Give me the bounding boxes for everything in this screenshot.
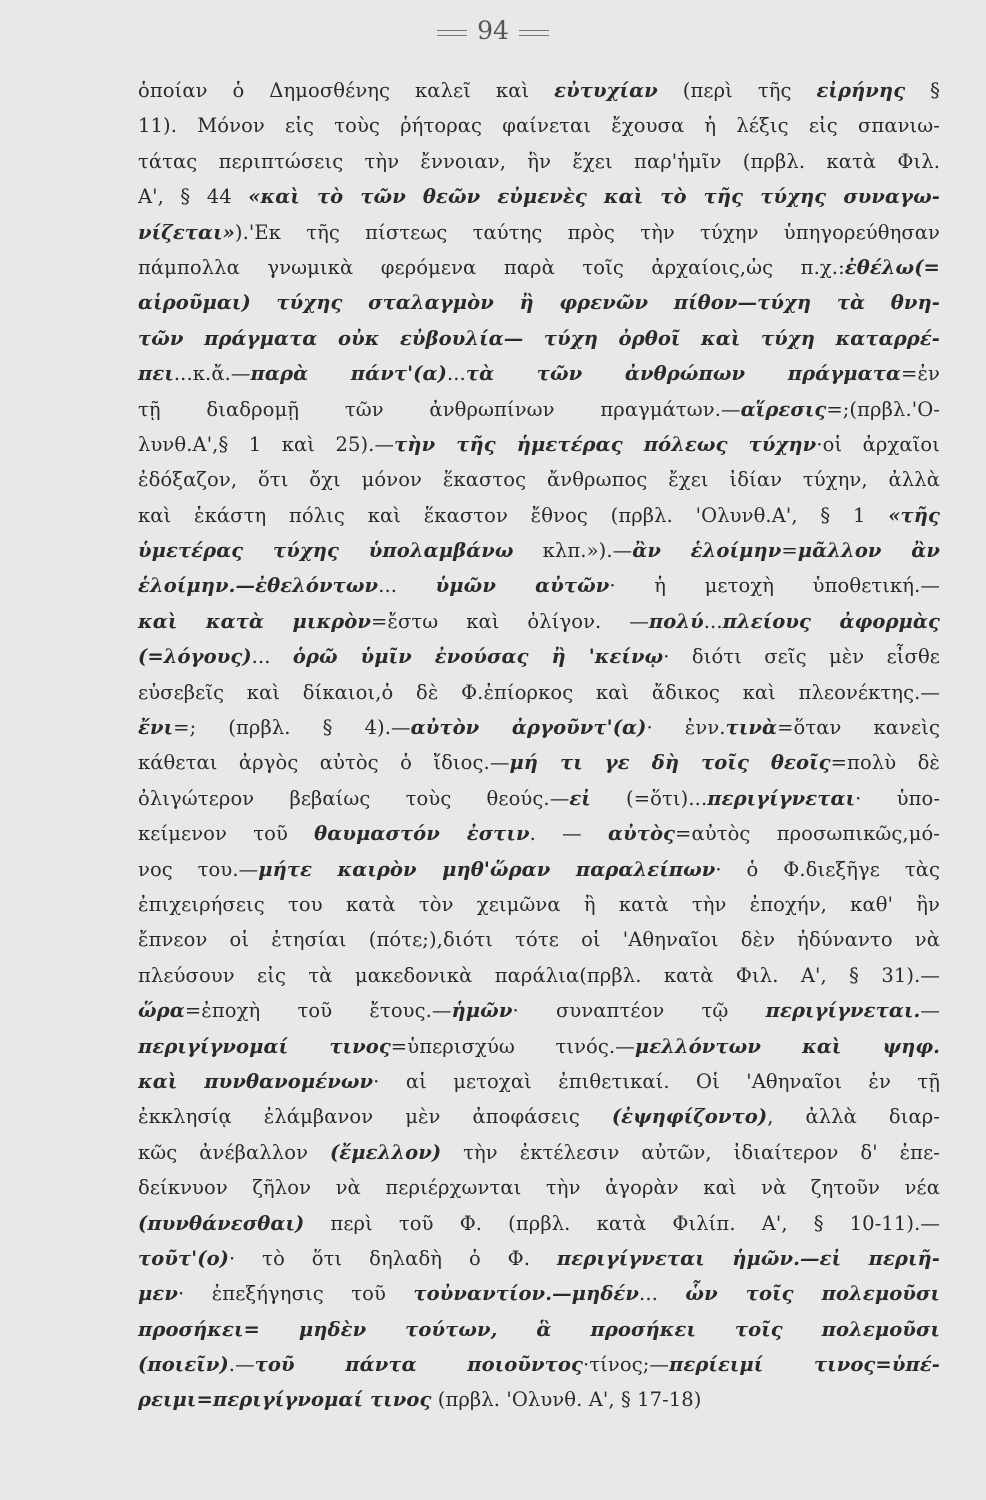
text-run: τὴν ἐκτέλεσιν αὐτῶν, ἰδιαίτερον δ' ἐπε- xyxy=(441,1140,940,1164)
text-line xyxy=(138,392,940,427)
emphasized-term: ἐθέλω(= xyxy=(844,255,940,279)
emphasized-term: αὐτὸς xyxy=(607,822,676,846)
emphasized-term: ὥρα xyxy=(138,999,185,1023)
text-line xyxy=(138,1382,940,1417)
text-run: · διότι σεῖς μὲν εἶσθε xyxy=(663,645,940,669)
emphasized-term: περιγίγνεται. xyxy=(765,999,921,1023)
emphasized-term: τὰ τῶν ἀνθρώπων πράγματα xyxy=(465,362,902,386)
emphasized-term: θαυμαστόν ἐστιν xyxy=(314,822,530,846)
text-run: ἐκκλησίᾳ ἐλάμβανον μὲν ἀποφάσεις xyxy=(138,1105,612,1129)
text-run: δείκνυον ζῆλον νὰ περιέρχωνται τὴν ἀγορὰν καὶ νὰ ζητοῦν νέα xyxy=(138,1176,940,1200)
text-line xyxy=(138,1135,940,1170)
text-run: εὐσεβεῖς καὶ δίκαιοι,ὁ δὲ Φ.ἐπίορκος καὶ ἄδικος καὶ πλεονέκτης.— xyxy=(138,680,940,704)
text-run: =ἔστω καὶ ὀλίγον. — xyxy=(370,609,649,633)
text-line xyxy=(138,1276,940,1311)
text-run: πλεύσουν εἰς τὰ μακεδονικὰ παράλια(πρβλ. κατὰ Φιλ. Α', § 31).— xyxy=(138,963,940,987)
text-run: =πολὺ δὲ xyxy=(830,751,940,775)
text-run: . — xyxy=(529,822,608,846)
emphasized-term: ὑμῶν αὐτῶν xyxy=(435,574,610,598)
text-line xyxy=(138,533,940,568)
text-run: τῇ διαδρομῇ τῶν ἀνθρωπίνων πραγμάτων.— xyxy=(138,397,741,421)
text-run: (περὶ τῆς xyxy=(657,79,817,102)
text-run: κλπ.»).— xyxy=(513,539,633,563)
text-line xyxy=(138,285,940,320)
text-line xyxy=(138,144,940,179)
text-line xyxy=(138,1170,940,1205)
emphasized-term: τὴν τῆς ἡμετέρας πόλεως τύχην xyxy=(394,432,817,456)
text-line xyxy=(138,73,940,108)
text-line xyxy=(138,887,940,922)
text-run: · ἐπεξήγησις τοῦ xyxy=(177,1282,414,1306)
text-line xyxy=(138,179,940,214)
emphasized-term: μή τι γε δὴ τοῖς θεοῖς xyxy=(509,751,831,775)
emphasized-term: (ἐψηφίζοντο) xyxy=(611,1105,768,1129)
text-run: ·οἱ ἀρχαῖοι xyxy=(816,432,940,456)
emphasized-term: ὧν τοῖς πολεμοῦσι xyxy=(685,1282,940,1306)
text-run: πάμπολλα γνωμικὰ φερόμενα παρὰ τοῖς ἀρχαίοις,ὡς π.χ.: xyxy=(138,255,845,279)
text-line xyxy=(138,710,940,745)
emphasized-term: αἵρεσις xyxy=(740,397,827,421)
emphasized-term: ἡμῶν xyxy=(451,999,513,1023)
emphasized-term: μελλόντων καὶ ψηφ. xyxy=(634,1034,940,1058)
text-line xyxy=(138,1029,940,1064)
text-run: =αὐτὸς προσωπικῶς,μό- xyxy=(675,822,940,846)
text-run: Α', § 44 xyxy=(138,185,249,209)
emphasized-term: αὐτὸν ἀργοῦντ'(α) xyxy=(410,716,647,740)
text-run: λυνθ.Α',§ 1 καὶ 25).— xyxy=(138,432,395,456)
text-line xyxy=(138,1312,940,1347)
text-line xyxy=(138,215,940,250)
emphasized-term: τοῦ πάντα ποιοῦντος xyxy=(254,1353,583,1377)
text-line xyxy=(138,1064,940,1099)
emphasized-term: πει xyxy=(138,362,174,386)
commentary-text xyxy=(138,73,940,1418)
emphasized-term: παρὰ πάντ'(α) xyxy=(250,362,447,386)
text-run: ...κ.ἄ.— xyxy=(173,362,251,386)
text-line xyxy=(138,568,940,603)
text-run: · τὸ ὅτι δηλαδὴ ὁ Φ. xyxy=(229,1246,557,1270)
text-run: ἐδόξαζον, ὅτι ὄχι μόνον ἕκαστος ἄνθρωπος ἔχει ἰδίαν τύχην, ἀλλὰ xyxy=(138,468,940,492)
text-run: ... xyxy=(378,574,436,598)
text-run: · ὁ Φ.διεξῆγε τὰς xyxy=(715,857,941,881)
text-line xyxy=(138,1347,940,1382)
text-run: =ἐν xyxy=(901,362,940,386)
emphasized-term: πλείους ἀφορμὰς xyxy=(722,609,940,633)
text-run: (πρβλ. 'Ολυνθ. Α', § 17-18) xyxy=(431,1388,702,1412)
emphasized-term: (πυνθάνεσθαι) xyxy=(138,1211,305,1235)
text-run: ... xyxy=(639,1282,686,1306)
text-run: · ἡ μετοχὴ ὑποθετική.— xyxy=(609,574,940,598)
text-line xyxy=(138,462,940,497)
emphasized-term: αἱροῦμαι) τύχης σταλαγμὸν ἢ φρενῶν πίθον—τύχη τὰ θνη- xyxy=(138,291,940,315)
emphasized-term: ἂν ἑλοίμην xyxy=(632,539,782,563)
emphasized-term: μεν xyxy=(138,1282,178,1306)
text-line xyxy=(138,781,940,816)
text-run: (=ὅτι)... xyxy=(590,786,708,810)
emphasized-term: τῶν πράγματα οὐκ εὐβουλία— τύχη ὀρθοῖ καὶ τύχη καταρρέ- xyxy=(138,326,940,350)
text-run: ἔπνεον οἱ ἐτησίαι (πότε;),διότι τότε οἱ 'Αθηναῖοι δὲν ἠδύναντο νὰ xyxy=(138,928,940,952)
emphasized-term: μήτε καιρὸν μηθ'ὥραν παραλείπων xyxy=(258,857,716,881)
text-run: νος του.— xyxy=(138,857,259,881)
text-run: ).'Εκ τῆς πίστεως ταύτης πρὸς τὴν τύχην ὑπηγορεύθησαν xyxy=(234,220,940,244)
text-line xyxy=(138,852,940,887)
emphasized-term: εἰ xyxy=(569,786,591,810)
emphasized-term: καὶ κατὰ μικρὸν xyxy=(138,609,371,633)
emphasized-term: (ἔμελλον) xyxy=(329,1140,442,1164)
text-line xyxy=(138,427,940,462)
text-line xyxy=(138,321,940,356)
emphasized-term: προσήκει= μηδὲν τούτων, ἃ προσήκει τοῖς πολεμοῦσι xyxy=(138,1317,940,1341)
text-run: 11). Μόνον εἰς τοὺς ῥήτορας φαίνεται ἔχουσα ἡ λέξις εἰς σπανιω- xyxy=(138,114,940,138)
text-run: .— xyxy=(228,1353,255,1377)
text-line xyxy=(138,1241,940,1276)
emphasized-term: «καὶ τὸ τῶν θεῶν εὐμενὲς καὶ τὸ τῆς τύχης συναγω- xyxy=(248,185,940,209)
text-run: § xyxy=(905,79,940,102)
right-double-rule xyxy=(519,30,549,36)
text-line xyxy=(138,356,940,391)
text-run: ·τίνος;— xyxy=(582,1353,670,1377)
emphasized-term: περιγίγνεται xyxy=(707,786,856,810)
emphasized-term: τοῦτ'(ο) xyxy=(138,1246,230,1270)
text-run: κείμενον τοῦ xyxy=(138,822,315,846)
text-run: ... xyxy=(703,609,723,633)
text-line xyxy=(138,745,940,780)
text-line xyxy=(138,250,940,285)
page-number-header xyxy=(0,16,986,45)
emphasized-term: τινὰ xyxy=(725,716,778,740)
emphasized-term: εὐτυχίαν xyxy=(554,79,658,102)
text-run: · αἱ μετοχαὶ ἐπιθετικαί. Οἱ 'Αθηναῖοι ἐν τῇ xyxy=(373,1069,940,1093)
text-line xyxy=(138,604,940,639)
text-run: · ἐνν. xyxy=(646,716,726,740)
emphasized-term: μᾶλλον ἂν xyxy=(797,539,940,563)
emphasized-term: ὑμετέρας τύχης ὑπολαμβάνω xyxy=(138,539,514,563)
text-run: καὶ ἑκάστη πόλις καὶ ἕκαστον ἔθνος (πρβλ. 'Ολυνθ.Α', § 1 xyxy=(138,503,889,527)
text-line xyxy=(138,108,940,143)
text-run: ὁποίαν ὁ Δημοσθένης καλεῖ καὶ xyxy=(138,79,555,102)
text-run: =ὑπερισχύω τινός.— xyxy=(390,1034,635,1058)
text-line xyxy=(138,1099,940,1134)
text-run: — xyxy=(920,999,940,1023)
emphasized-term: ὁρῶ ὑμῖν ἐνούσας ἢ 'κείνῳ xyxy=(292,645,664,669)
text-run: =ἐποχὴ τοῦ ἔτους.— xyxy=(184,999,452,1023)
text-run: =;(πρβλ.'Ο- xyxy=(826,397,940,421)
emphasized-term: ρειμι=περιγίγνομαί τινος xyxy=(138,1388,432,1412)
emphasized-term: «τῆς xyxy=(888,503,940,527)
left-double-rule xyxy=(437,30,467,36)
text-run: περὶ τοῦ Φ. (πρβλ. κατὰ Φιλίπ. Α', § 10-11).— xyxy=(304,1211,940,1235)
text-run: , ἀλλὰ διαρ- xyxy=(767,1105,940,1129)
emphasized-term: εἰρήνης xyxy=(816,79,906,102)
text-line xyxy=(138,958,940,993)
text-run: =ὅταν κανεὶς xyxy=(777,716,940,740)
text-line xyxy=(138,675,940,710)
text-run: κῶς ἀνέβαλλον xyxy=(138,1140,330,1164)
text-run: ... xyxy=(446,362,466,386)
text-line xyxy=(138,498,940,533)
emphasized-term: καὶ πυνθανομένων xyxy=(138,1069,374,1093)
text-run: ἐπιχειρήσεις του κατὰ τὸν χειμῶνα ἢ κατὰ τὴν ἐποχήν, καθ' ἣν xyxy=(138,892,940,916)
text-line xyxy=(138,922,940,957)
text-run: = xyxy=(781,539,798,563)
text-run: · ὑπο- xyxy=(855,786,941,810)
text-run: ... xyxy=(251,645,293,669)
emphasized-term: (=λόγους) xyxy=(138,645,252,669)
emphasized-term: τοὐναντίον.—μηδέν xyxy=(413,1282,640,1306)
emphasized-term: περίειμί τινος=ὑπέ- xyxy=(669,1353,940,1377)
text-run: ὀλιγώτερον βεβαίως τοὺς θεούς.— xyxy=(138,786,570,810)
text-line xyxy=(138,639,940,674)
emphasized-term: νίζεται» xyxy=(138,220,235,244)
emphasized-term: (ποιεῖν) xyxy=(138,1353,229,1377)
text-run: =; (πρβλ. § 4).— xyxy=(173,716,411,740)
emphasized-term: ἑλοίμην.—ἐθελόντων xyxy=(138,574,379,598)
text-run: · συναπτέον τῷ xyxy=(512,999,766,1023)
emphasized-term: περιγίγνεται ἡμῶν.—εἰ περιῆ- xyxy=(556,1246,940,1270)
page-number: 94 xyxy=(477,16,509,45)
emphasized-term: ἔνι xyxy=(138,716,174,740)
emphasized-term: περιγίγνομαί τινος xyxy=(138,1034,391,1058)
text-line xyxy=(138,993,940,1028)
text-line xyxy=(138,1206,940,1241)
emphasized-term: πολύ xyxy=(648,609,704,633)
text-line xyxy=(138,816,940,851)
text-run: τάτας περιπτώσεις τὴν ἔννοιαν, ἣν ἔχει παρ'ἡμῖν (πρβλ. κατὰ Φιλ. xyxy=(138,149,940,173)
text-run: κάθεται ἀργὸς αὐτὸς ὁ ἴδιος.— xyxy=(138,751,510,775)
